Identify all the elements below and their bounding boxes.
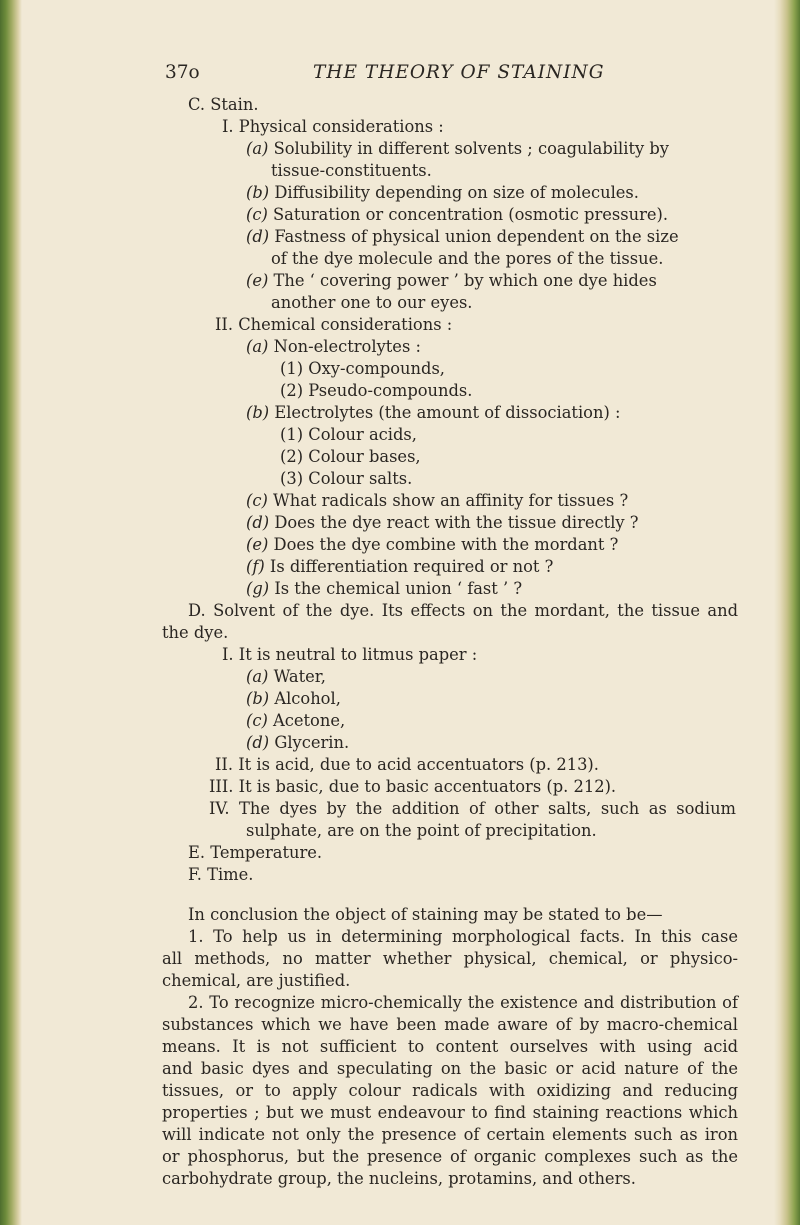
item-label: (b): [246, 183, 270, 202]
text-line: (c) What radicals show an affinity for tissues ?: [246, 491, 629, 510]
text-line: II. Chemical considerations :: [215, 315, 453, 334]
text-line: D. Solvent of the dye. Its effects on the mordant, the tissue and: [188, 601, 738, 620]
text-line: I. Physical considerations :: [222, 117, 444, 136]
text-line: (2) Pseudo-compounds.: [280, 381, 473, 400]
text-line: (1) Colour acids,: [280, 425, 417, 444]
text-line: I. It is neutral to litmus paper :: [222, 645, 478, 664]
item-label: (c): [246, 205, 268, 224]
text-line: In conclusion the object of staining may be stated to be—: [188, 905, 663, 924]
text-line: (a) Solubility in different solvents ; coagulability by: [246, 139, 669, 158]
item-label: (a): [246, 139, 269, 158]
item-label: (b): [246, 403, 270, 422]
text-line: carbohydrate group, the nucleins, protamins, and others.: [162, 1169, 636, 1188]
text-line: (g) Is the chemical union ‘ fast ’ ?: [246, 579, 523, 598]
text-line: tissue-constituents.: [271, 161, 432, 180]
text-line: (f) Is differentiation required or not ?: [246, 557, 554, 576]
page-number: 37o: [165, 62, 200, 83]
text-line: substances which we have been made aware of by macro-chemical: [162, 1015, 738, 1034]
text-line: (b) Electrolytes (the amount of dissociation) :: [246, 403, 621, 422]
text-line: 2. To recognize micro-chemically the existence and distribution of: [188, 993, 738, 1012]
text-line: (e) The ‘ covering power ’ by which one dye hides: [246, 271, 657, 290]
text-line: (a) Water,: [246, 667, 326, 686]
item-label: (c): [246, 491, 268, 510]
text-line: (1) Oxy-compounds,: [280, 359, 445, 378]
text-line: (c) Acetone,: [246, 711, 346, 730]
item-label: (g): [246, 579, 270, 598]
text-line: properties ; but we must endeavour to find staining reactions which: [162, 1103, 738, 1122]
item-label: (b): [246, 689, 270, 708]
text-line: II. It is acid, due to acid accentuators (p. 213).: [215, 755, 599, 774]
text-line: the dye.: [162, 623, 229, 642]
text-line: of the dye molecule and the pores of the tissue.: [271, 249, 664, 268]
text-line: sulphate, are on the point of precipitation.: [246, 821, 597, 840]
text-line: (2) Colour bases,: [280, 447, 421, 466]
text-line: (d) Glycerin.: [246, 733, 350, 752]
text-line: or phosphorus, but the presence of organic complexes such as the: [162, 1147, 738, 1166]
text-line: chemical, are justified.: [162, 971, 351, 990]
text-line: all methods, no matter whether physical, chemical, or physico-: [162, 949, 738, 968]
text-line: IV. The dyes by the addition of other salts, such as sodium: [209, 799, 736, 818]
text-line: (3) Colour salts.: [280, 469, 413, 488]
text-line: and basic dyes and speculating on the basic or acid nature of the: [162, 1059, 738, 1078]
text-line: E. Temperature.: [188, 843, 323, 862]
text-line: (a) Non-electrolytes :: [246, 337, 421, 356]
item-label: (a): [246, 667, 269, 686]
item-label: (d): [246, 513, 270, 532]
text-line: means. It is not sufficient to content ourselves with using acid: [162, 1037, 738, 1056]
text-line: F. Time.: [188, 865, 254, 884]
text-line: III. It is basic, due to basic accentuators (p. 212).: [209, 777, 617, 796]
text-line: (c) Saturation or concentration (osmotic pressure).: [246, 205, 669, 224]
item-label: (d): [246, 227, 270, 246]
text-line: (d) Fastness of physical union dependent on the size: [246, 227, 679, 246]
page-header: [165, 62, 725, 90]
item-label: (f): [246, 557, 265, 576]
text-line: will indicate not only the presence of certain elements such as iron: [162, 1125, 738, 1144]
text-line: 1. To help us in determining morphological facts. In this case: [188, 927, 738, 946]
item-label: (e): [246, 535, 269, 554]
running-title: THE THEORY OF STAINING: [313, 62, 605, 83]
item-label: (c): [246, 711, 268, 730]
text-line: (e) Does the dye combine with the mordant ?: [246, 535, 619, 554]
text-line: another one to our eyes.: [271, 293, 473, 312]
text-line: (b) Alcohol,: [246, 689, 341, 708]
text-line: C. Stain.: [188, 95, 259, 114]
item-label: (e): [246, 271, 269, 290]
text-line: (b) Diffusibility depending on size of molecules.: [246, 183, 639, 202]
text-line: (d) Does the dye react with the tissue directly ?: [246, 513, 639, 532]
item-label: (d): [246, 733, 270, 752]
text-line: tissues, or to apply colour radicals with oxidizing and reducing: [162, 1081, 738, 1100]
item-label: (a): [246, 337, 269, 356]
